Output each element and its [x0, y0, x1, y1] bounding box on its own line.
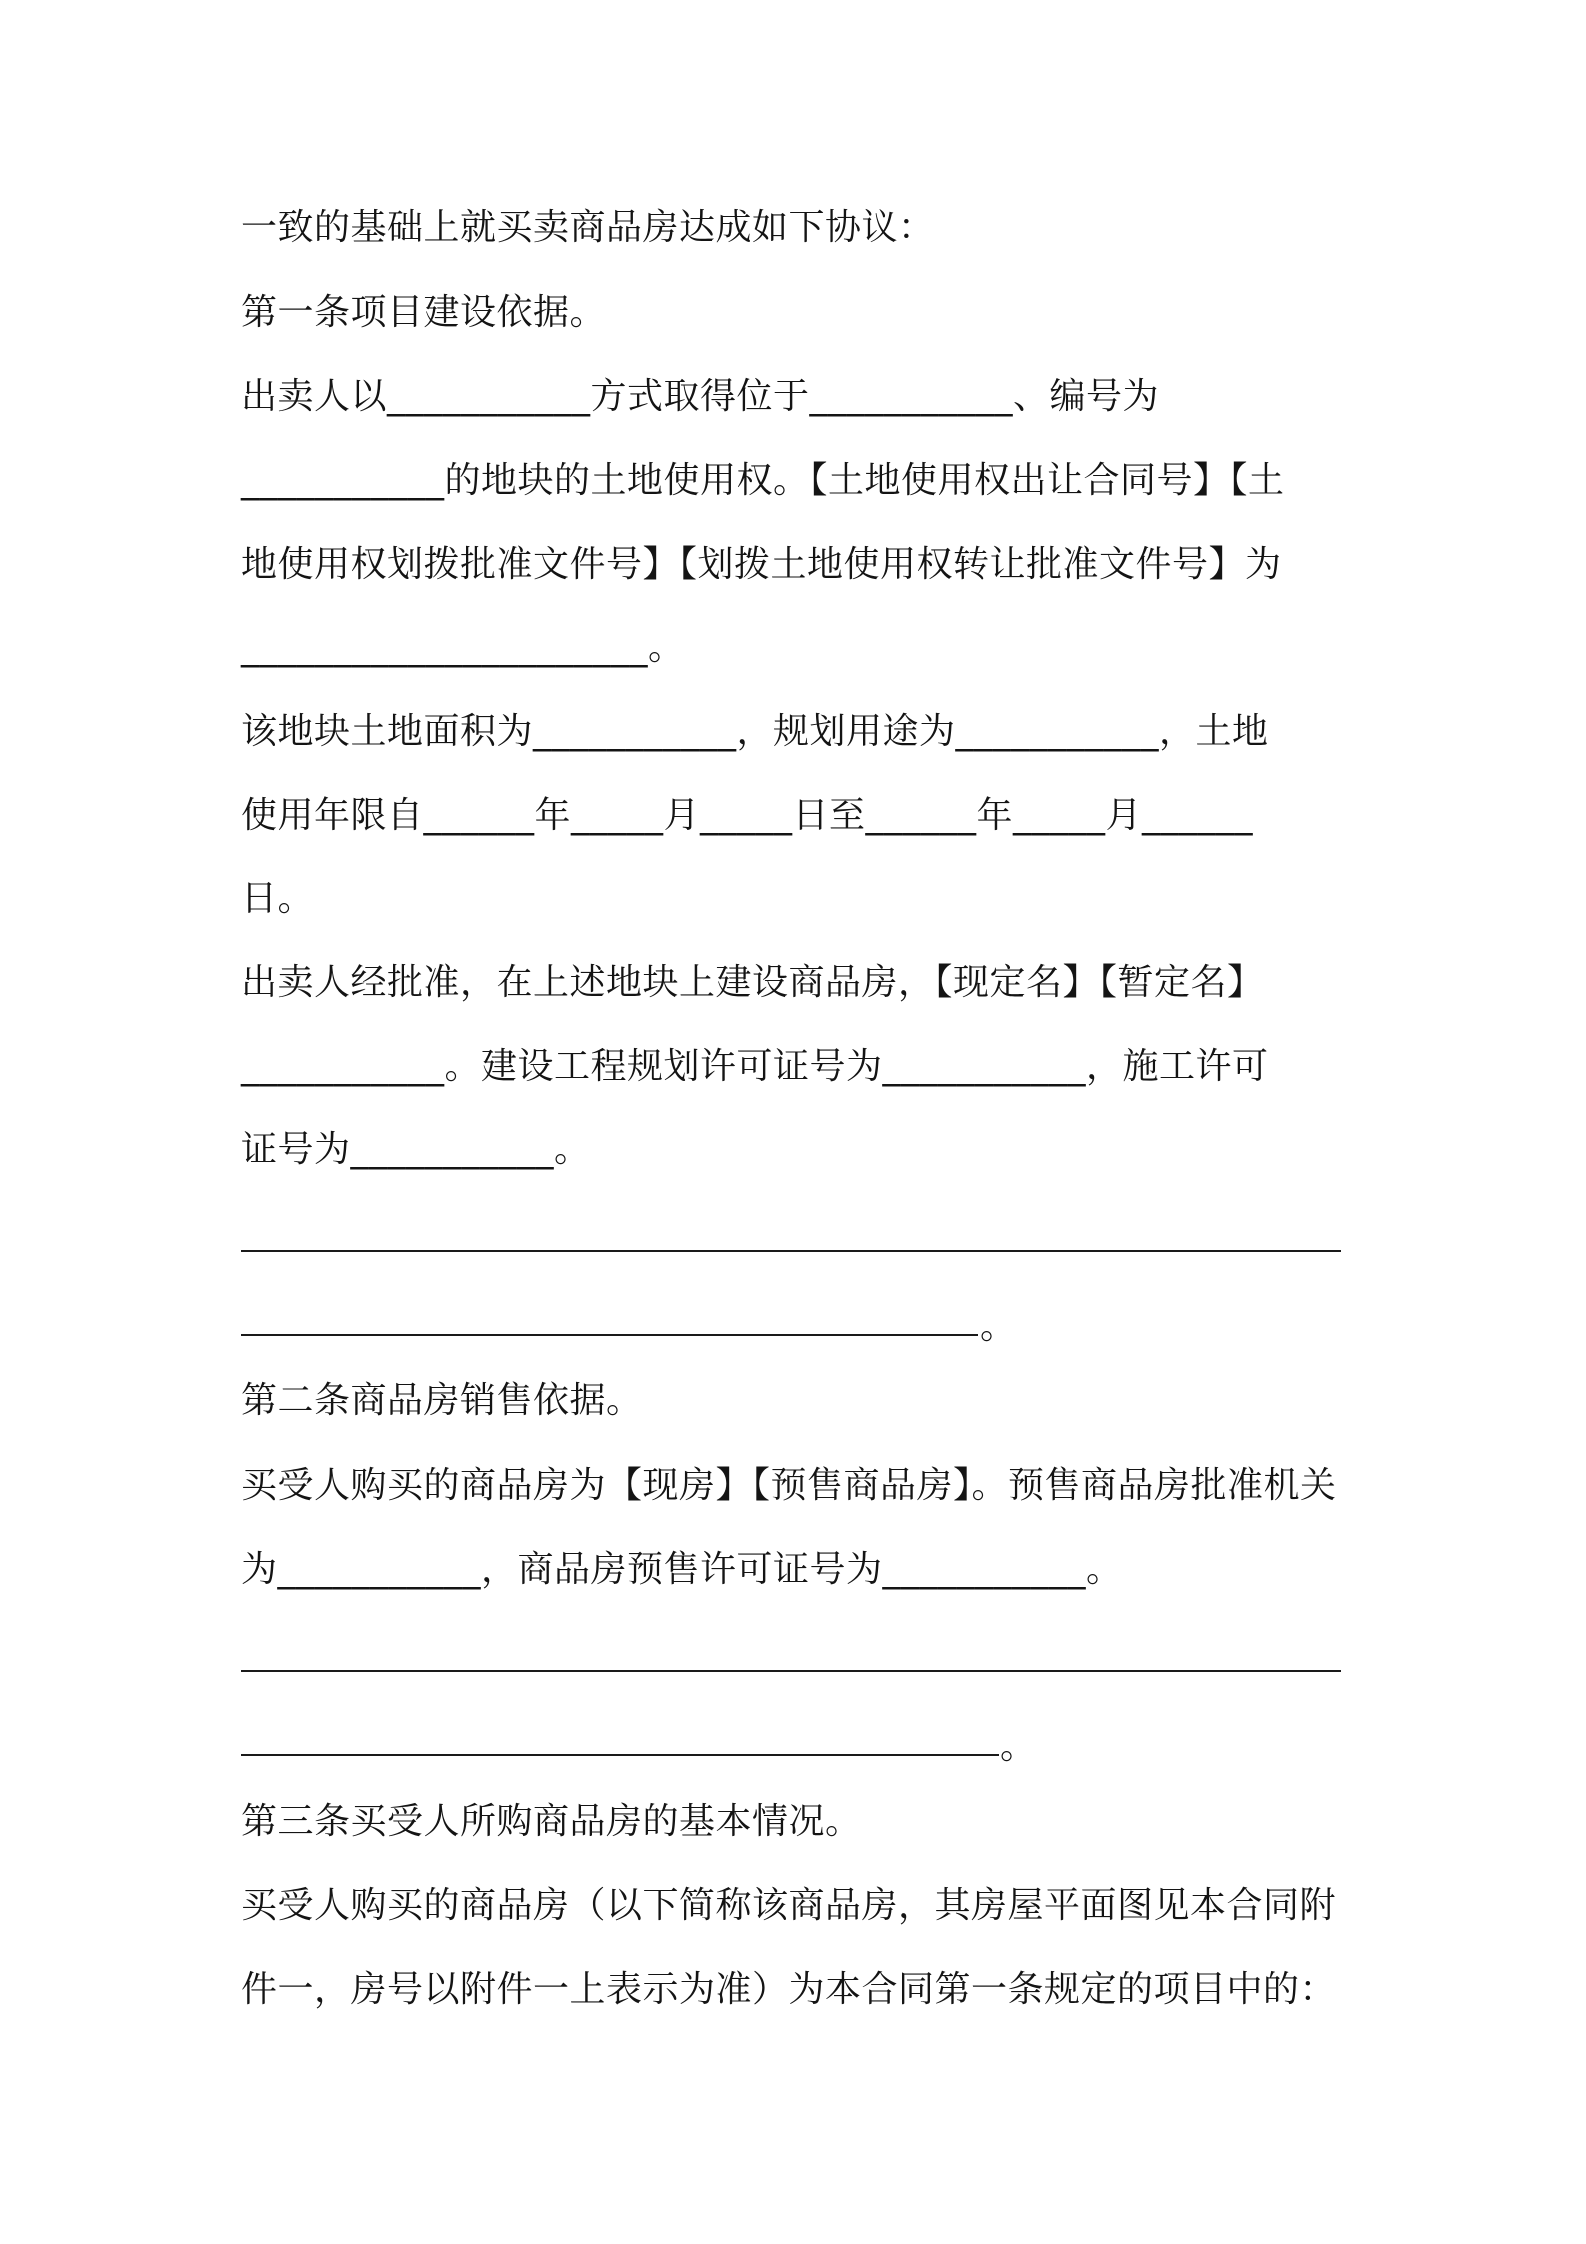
blank-rule [241, 1250, 1341, 1252]
text-line: 使用年限自______年_____月_____日至______年_____月______ [241, 795, 1254, 836]
text-line: 为___________，商品房预售许可证号为___________。 [241, 1549, 1123, 1590]
text-line: 出卖人以___________方式取得位于___________、编号为 [241, 376, 1160, 417]
text-line: ___________的地块的土地使用权。【土地使用权出让合同号】【土 [241, 460, 1285, 501]
blank-rule [241, 1670, 1341, 1672]
blank-rule [241, 1754, 999, 1756]
text-line: 该地块土地面积为___________，规划用途为___________，土地 [241, 711, 1269, 752]
blank-rule-period: 。 [1000, 1726, 1037, 1767]
text-line: 地使用权划拨批准文件号】【划拨土地使用权转让批准文件号】为 [241, 544, 1282, 585]
text-line: 件一，房号以附件一上表示为准）为本合同第一条规定的项目中的： [241, 1969, 1337, 2010]
blank-rule [241, 1334, 978, 1336]
text-line: 买受人购买的商品房为【现房】【预售商品房】。预售商品房批准机关 [241, 1465, 1337, 1506]
article-1-heading: 第一条项目建设依据。 [241, 292, 607, 333]
text-line: 出卖人经批准，在上述地块上建设商品房，【现定名】【暂定名】 [241, 962, 1264, 1003]
text-line: 日。 [241, 878, 315, 919]
article-3-heading: 第三条买受人所购商品房的基本情况。 [241, 1801, 862, 1842]
text-line: 一致的基础上就买卖商品房达成如下协议： [241, 207, 935, 248]
text-line: ______________________。 [241, 627, 685, 668]
text-line: 买受人购买的商品房（以下简称该商品房，其房屋平面图见本合同附 [241, 1885, 1337, 1926]
article-2-heading: 第二条商品房销售依据。 [241, 1380, 643, 1421]
text-line: 证号为___________。 [241, 1129, 591, 1170]
blank-rule-period: 。 [980, 1306, 1017, 1347]
text-line: ___________。建设工程规划许可证号为___________，施工许可 [241, 1046, 1269, 1087]
